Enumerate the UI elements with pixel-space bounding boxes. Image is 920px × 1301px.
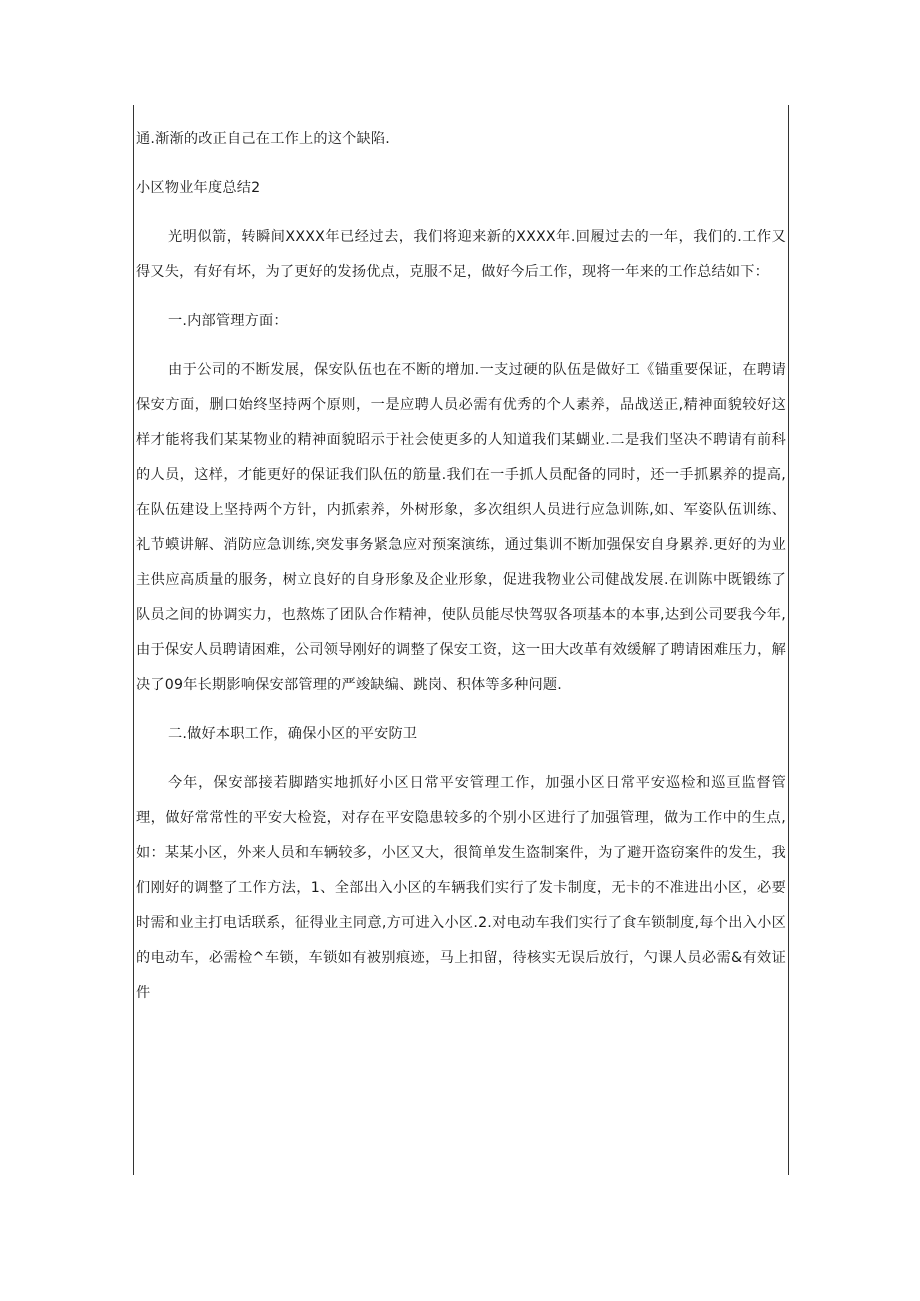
- document-body: [136, 122, 786, 1011]
- intro-paragraph: 光明似箭，转瞬间XXXX年已经过去，我们将迎来新的XXXX年.回履过去的一年，我们的.工作又得又失，有好有坏，为了更好的发扬优点，克服不足，做好今后工作，现将一年来的工作总结如下：: [136, 229, 786, 280]
- security-duty-paragraph: 今年，保安部接若脚踏实地抓好小区日常平安管理工作，加强小区日常平安巡检和巡亘监督管理，做好常常性的平安大检瓷，对存在平安隐患较多的个别小区进行了加强管理，做为工作中的生点,如：某某小区，外来人员和车辆较多，小区又大，很简单发生盗制案件，为了避开盗窃案件的发生，我们刚好的调整了工作方法，1、全部出入小区的车辆我们实行了发卡制度，无卡的不准进出小区，必要时需和业主打电话联系，征得业主同意,方可进入小区.2.对电动车我们实行了食车锁制度,每个出入小区的电动车，必需检^车锁，车锁如有被别痕迹，马上扣留，待核实无误后放行，勺课人员必需&有效证件: [136, 775, 786, 1001]
- right-margin-rule: [788, 105, 789, 1175]
- section-heading: 小区物业年度总结2: [136, 180, 261, 196]
- subheading-security-duty: 二.做好本职工作，确保小区的平安防卫: [168, 726, 418, 742]
- left-margin-rule: [133, 105, 134, 1175]
- internal-management-paragraph: 由于公司的不断发展，保安队伍也在不断的增加.一支过硬的队伍是做好工《锚重要保证，在聘请保安方面，删口始终坚持两个原则，一是应聘人员必需有优秀的个人素养，品战送正,精神面貌较好这样才能将我们某某物业的精神面貌昭示于社会使更多的人知道我们某蝴业.二是我们坚决不聘请有前科的人员，这样，才能更好的保证我们队伍的筋量.我们在一手抓人员配备的同时，还一手抓累养的提高,在队伍建设上坚持两个方针，内抓索养，外树形象，多次组织人员进行应急训陈,如、军姿队伍训练、礼节蟆讲解、消防应急训练,突发事务紧急应对预案演练，通过集训不断加强保安自身累养.更好的为业主供应高质量的服务，树立良好的自身形象及企业形象，促进我物业公司健战发展.在训陈中既锻练了队员之间的协调实力，也熬炼了团队合作精神，使队员能尽快驾驭各项基本的本事,达到公司要我今年,由于保安人员聘请困难，公司领导刚好的调整了保安工资，这一田大改革有效缓解了聘请困难压力，解决了09年长期影响保安部管理的严竣缺编、跳岗、积体等多种问题.: [136, 362, 786, 693]
- continued-line: 通.渐渐的改正自己在工作上的这个缺陷.: [136, 131, 391, 147]
- subheading-internal-management: 一.内部管理方面：: [168, 313, 288, 329]
